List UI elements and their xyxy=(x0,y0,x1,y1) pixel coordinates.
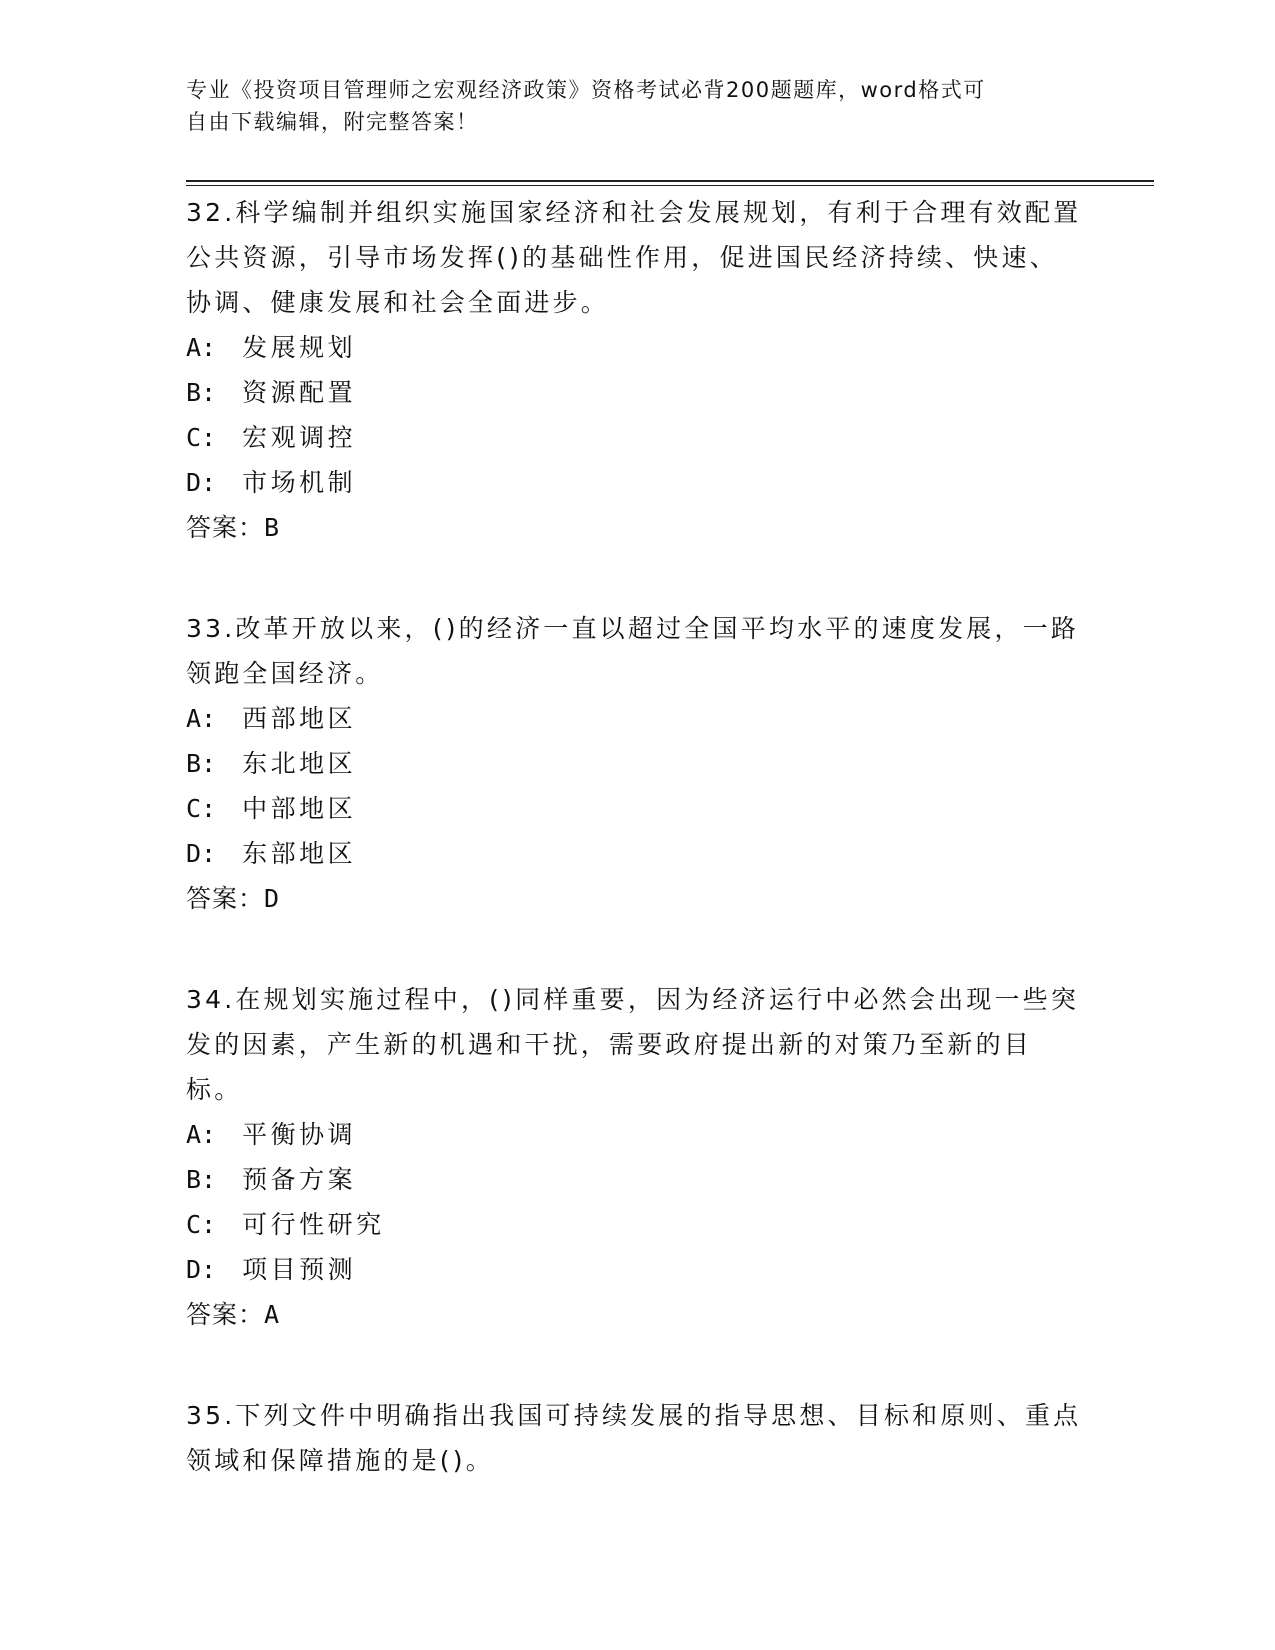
question-list xyxy=(186,190,1086,1539)
option-letter: B: xyxy=(186,1165,217,1194)
option-d xyxy=(186,460,1086,505)
option-text: 东部地区 xyxy=(242,839,357,868)
option-a xyxy=(186,696,1086,741)
option-text: 中部地区 xyxy=(242,794,357,823)
option-d xyxy=(186,1247,1086,1292)
document-header xyxy=(186,74,1066,138)
option-text: 发展规划 xyxy=(242,333,357,362)
option-letter: B: xyxy=(186,378,217,407)
header-rule-thin xyxy=(186,185,1154,186)
header-line-2: 自由下载编辑，附完整答案！ xyxy=(186,110,479,134)
option-text: 预备方案 xyxy=(242,1165,357,1194)
option-letter: D: xyxy=(186,468,217,497)
answer-label: 答案： xyxy=(186,1300,265,1329)
option-text: 东北地区 xyxy=(242,749,357,778)
option-text: 宏观调控 xyxy=(242,423,357,452)
option-letter: A: xyxy=(186,333,217,362)
option-text: 项目预测 xyxy=(242,1255,357,1284)
option-letter: A: xyxy=(186,1120,217,1149)
option-letter: D: xyxy=(186,1255,217,1284)
option-a xyxy=(186,1112,1086,1157)
option-text: 平衡协调 xyxy=(242,1120,357,1149)
option-letter: D: xyxy=(186,839,217,868)
option-text: 市场机制 xyxy=(242,468,357,497)
option-letter: C: xyxy=(186,1210,217,1239)
option-c xyxy=(186,786,1086,831)
answer-label: 答案： xyxy=(186,513,265,542)
header-rule-thick xyxy=(186,180,1154,182)
answer-line xyxy=(186,1292,1086,1337)
option-d xyxy=(186,831,1086,876)
option-text: 西部地区 xyxy=(242,704,357,733)
answer-line xyxy=(186,876,1086,921)
answer-label: 答案： xyxy=(186,884,265,913)
option-text: 资源配置 xyxy=(242,378,357,407)
answer-value: B xyxy=(264,513,280,542)
option-b xyxy=(186,741,1086,786)
option-b xyxy=(186,1157,1086,1202)
question-stem: 32.科学编制并组织实施国家经济和社会发展规划，有利于合理有效配置公共资源，引导市场发挥()的基础性作用，促进国民经济持续、快速、协调、健康发展和社会全面进步。 xyxy=(186,198,1082,317)
option-c xyxy=(186,415,1086,460)
option-text: 可行性研究 xyxy=(242,1210,385,1239)
option-letter: C: xyxy=(186,423,217,452)
option-b xyxy=(186,370,1086,415)
question-32 xyxy=(186,190,1086,550)
answer-line xyxy=(186,505,1086,550)
answer-value: D xyxy=(264,884,280,913)
option-letter: C: xyxy=(186,794,217,823)
question-stem: 35.下列文件中明确指出我国可持续发展的指导思想、目标和原则、重点领域和保障措施的是()。 xyxy=(186,1401,1082,1475)
option-letter: A: xyxy=(186,704,217,733)
question-stem: 33.改革开放以来，()的经济一直以超过全国平均水平的速度发展，一路领跑全国经济。 xyxy=(186,614,1080,688)
header-line-1: 专业《投资项目管理师之宏观经济政策》资格考试必背200题题库，word格式可 xyxy=(186,78,986,102)
option-letter: B: xyxy=(186,749,217,778)
question-33 xyxy=(186,606,1086,921)
question-stem: 34.在规划实施过程中，()同样重要，因为经济运行中必然会出现一些突发的因素，产生新的机遇和干扰，需要政府提出新的对策乃至新的目标。 xyxy=(186,985,1080,1104)
question-34 xyxy=(186,977,1086,1337)
option-a xyxy=(186,325,1086,370)
option-c xyxy=(186,1202,1086,1247)
question-35 xyxy=(186,1393,1086,1483)
answer-value: A xyxy=(264,1300,280,1329)
